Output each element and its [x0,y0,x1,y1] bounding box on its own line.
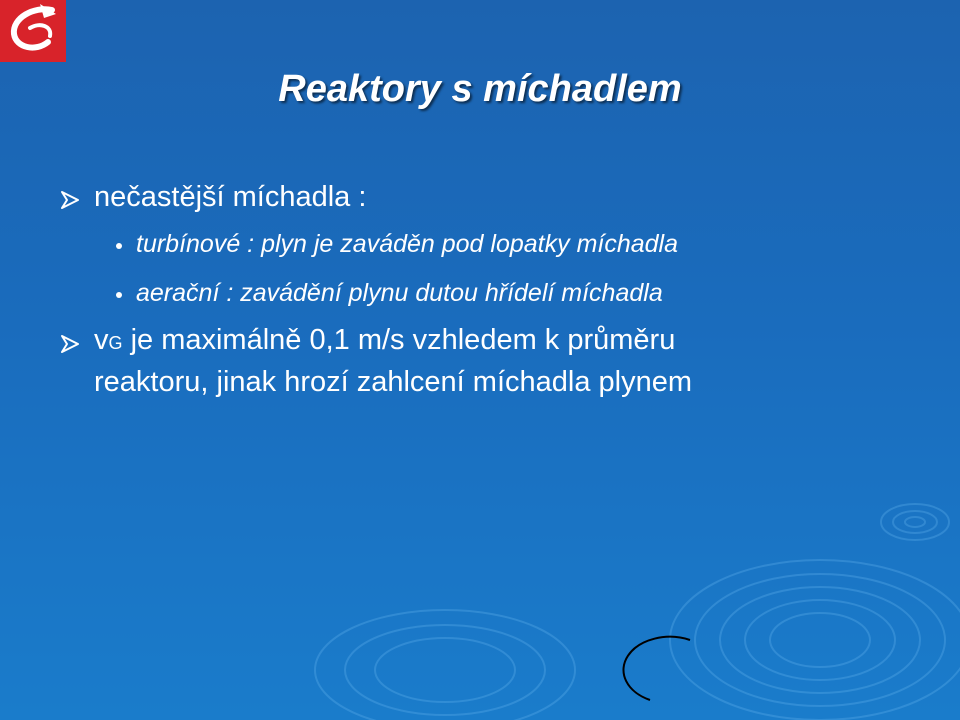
list-item-text-continuation: reaktoru, jinak hrozí zahlcení míchadla plynem [94,366,693,398]
list-item-text: aerační : zavádění plynu dutou hřídelí míchadla [136,279,663,307]
velocity-symbol: v [94,324,109,356]
logo-icon [0,0,66,62]
slide-title: Reaktory s míchadlem [278,68,682,110]
arrow-bullet-icon [60,190,80,210]
list-item-text [94,324,675,357]
list-item-text: turbínové : plyn je zaváděn pod lopatky míchadla [136,230,679,258]
list-item-text-rest: je maximálně 0,1 m/s vzhledem k průměru [122,324,676,356]
arrow-bullet-icon [60,334,80,354]
dot-bullet-icon [116,292,122,298]
list-item-text: nečastější míchadla : [94,181,367,213]
dot-bullet-icon [116,243,122,249]
velocity-subscript: G [108,333,123,353]
